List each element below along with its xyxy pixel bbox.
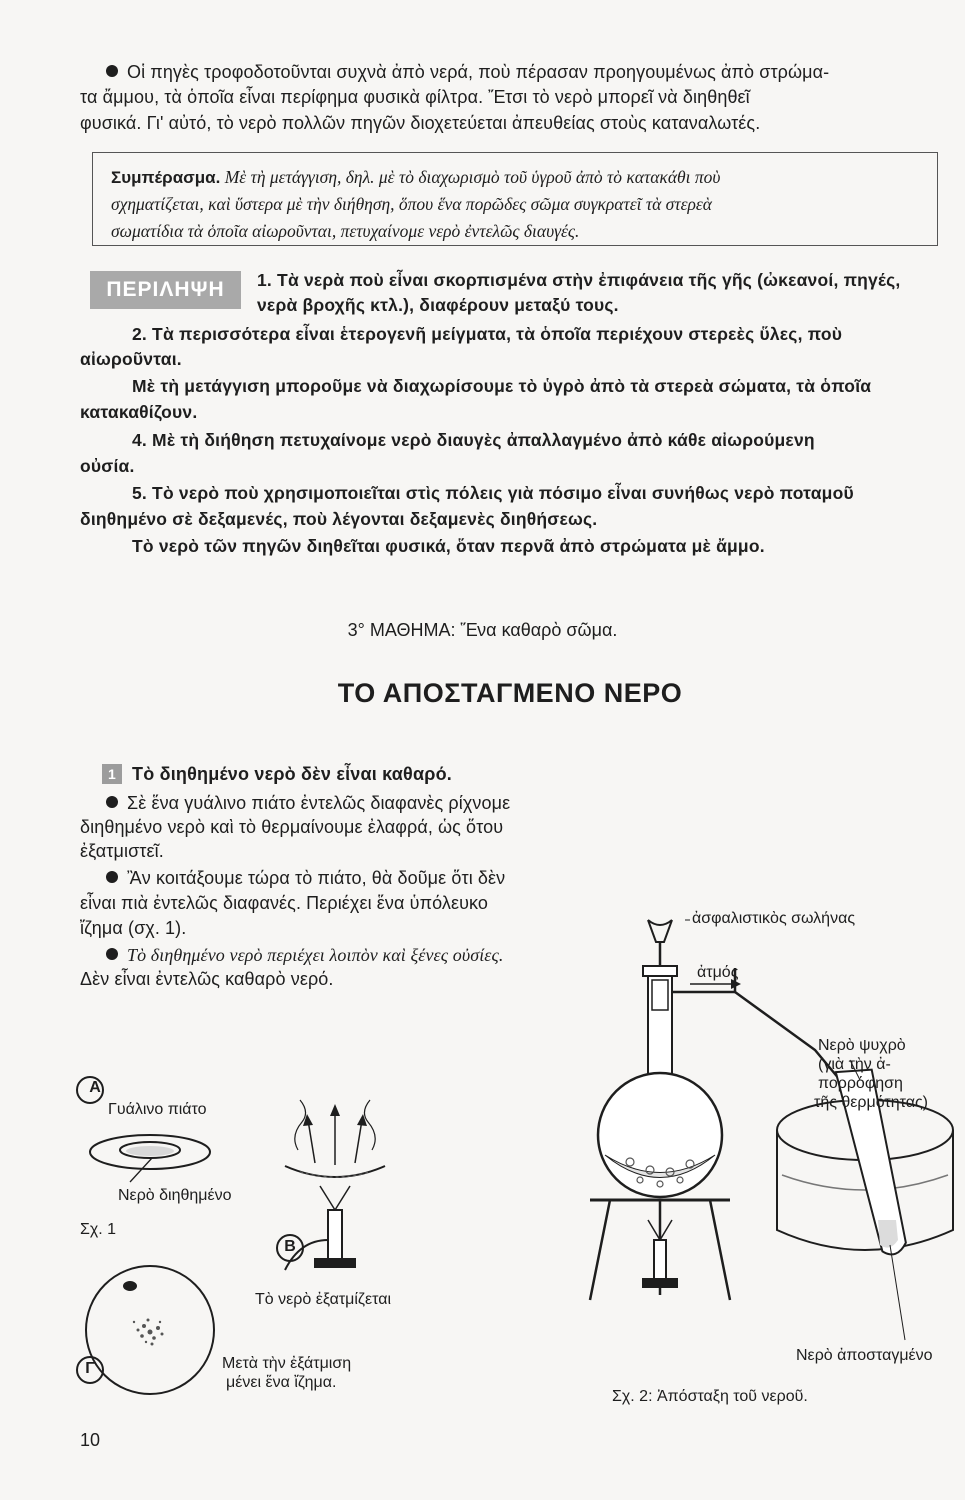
summary-tag: ΠΕΡΙΛΗΨΗ xyxy=(90,271,241,309)
summary-4a: 4. Μὲ τὴ διήθηση πετυχαίνομε νερὸ διαυγὲς ἀπαλλαγμένο ἀπὸ κάθε αἰωρούμενη xyxy=(132,430,815,450)
summary-3a: Μὲ τὴ μετάγγιση μποροῦμε νὰ διαχωρίσουμε τὸ ὑγρὸ ἀπὸ τὰ στερεὰ σώματα, τὰ ὁποῖα xyxy=(132,376,872,396)
conclusion-label: Συμπέρασμα. xyxy=(111,168,221,187)
conclusion-line-1: Μὲ τὴ μετάγγιση, δηλ. μὲ τὸ διαχωρισμὸ τοῦ ὑγροῦ ἀπὸ τὸ κατακάθι ποὺ xyxy=(224,167,721,187)
cold-water-label-4: τῆς θερμότητας) xyxy=(814,1094,928,1111)
label-c: Γ xyxy=(85,1360,95,1377)
summary-4b: οὐσία. xyxy=(80,456,135,476)
residue-label-1: Μετὰ τὴν ἐξάτμιση xyxy=(222,1355,352,1372)
section-p1a-text: Σὲ ἕνα γυάλινο πιάτο ἐντελῶς διαφανὲς ρίχνομε xyxy=(127,793,511,813)
flame xyxy=(320,1186,350,1210)
section-p1c: ἐξατμιστεῖ. xyxy=(80,841,164,861)
cold-water-label-3: πορρόφηση xyxy=(818,1075,903,1092)
intro-line-3: φυσικά. Γι' αὐτό, τὸ νερὸ πολλῶν πηγῶν διοχετεύεται ἀπευθείας στοὺς καταναλωτές. xyxy=(80,113,761,133)
summary-1a: 1. Τὰ νερὰ ποὺ εἶναι σκορπισμένα στὴν ἐπιφάνεια τῆς γῆς (ὠκεανοί, πηγές, xyxy=(257,270,901,290)
water-label: Νερὸ διηθημένο xyxy=(118,1187,232,1204)
bullet-icon xyxy=(106,796,118,808)
label-a: Α xyxy=(89,1079,101,1096)
arrow-head-icon xyxy=(303,1114,313,1126)
conclusion-text xyxy=(111,164,923,245)
vapour-arrow-2 xyxy=(308,1120,315,1163)
flask-body xyxy=(598,1073,722,1197)
figure-1-caption: Σχ. 1 xyxy=(80,1221,117,1238)
section-p2a xyxy=(106,866,505,890)
residue-speckles xyxy=(133,1319,164,1346)
summary-6: Τὸ νερὸ τῶν πηγῶν διηθεῖται φυσικά, ὅταν περνᾶ ἀπὸ στρώματα μὲ ἄμμο. xyxy=(132,536,765,556)
summary-2b: αἰωροῦνται. xyxy=(80,349,182,369)
lesson-heading: 3° ΜΑΘΗΜΑ: Ἕνα καθαρὸ σῶμα. xyxy=(347,620,618,640)
vapour-arrow-3 xyxy=(355,1120,362,1163)
section-p2c: ἴζημα (σχ. 1). xyxy=(80,918,187,938)
page-number: 10 xyxy=(80,1430,101,1450)
stopper xyxy=(643,966,677,976)
bullet-icon xyxy=(106,65,118,77)
residue-label-2: μένει ἕνα ἴζημα. xyxy=(226,1374,337,1391)
section-heading xyxy=(102,762,452,786)
page-title: ΤΟ ΑΠΟΣΤΑΓΜΕΝΟ ΝΕΡΟ xyxy=(337,678,683,708)
intro-line-1 xyxy=(106,60,829,84)
bullet-icon xyxy=(106,948,118,960)
arrow-head-icon xyxy=(330,1104,340,1116)
section-p2a-text: Ἂν κοιτάξουμε τώρα τὸ πιάτο, θὰ δοῦμε ὅτι δὲν xyxy=(127,868,506,888)
summary-5b: διηθημένο σὲ δεξαμενές, ποὺ λέγονται δεξαμενὲς διηθήσεως. xyxy=(80,509,598,529)
funnel-top xyxy=(648,920,672,925)
steam-label: ἀτμός xyxy=(697,964,739,981)
figure-2-drawing xyxy=(560,900,960,1360)
conclusion-line-3: σωματίδια τὰ ὁποῖα αἰωροῦνται, πετυχαίνομε νερὸ ἐντελῶς διαυγές. xyxy=(111,221,580,241)
plate-on-burner xyxy=(285,1166,385,1177)
section-number: 1 xyxy=(102,764,122,784)
evaporates-label: Τὸ νερὸ ἐξατμίζεται xyxy=(255,1291,391,1308)
section-heading-text: Τὸ διηθημένο νερὸ δὲν εἶναι καθαρό. xyxy=(132,764,452,784)
arrow-head-icon xyxy=(357,1114,367,1126)
conclusion-line-2: σχηματίζεται, καὶ ὕστερα μὲ τὴν διήθηση, ὅπου ἕνα πορῶδες σῶμα συγκρατεῖ τὰ στερεὰ xyxy=(111,194,712,214)
figure-2-caption: Σχ. 2: Ἀπόσταξη τοῦ νεροῦ. xyxy=(612,1388,808,1405)
section-p1a xyxy=(106,791,510,815)
tripod-leg-1 xyxy=(590,1200,610,1300)
cold-water-label-1: Νερὸ ψυχρὸ xyxy=(818,1037,906,1054)
label-b: Β xyxy=(284,1238,296,1255)
summary-3b: κατακαθίζουν. xyxy=(80,402,198,422)
burner-tube xyxy=(654,1240,666,1280)
distilled-water xyxy=(878,1220,898,1248)
section-p1b: διηθημένο νερὸ καὶ τὸ θερμαίνουμε ἐλαφρά, ὡς ὅτου xyxy=(80,817,504,837)
section-p3b: Δὲν εἶναι ἐντελῶς καθαρὸ νερό. xyxy=(80,969,334,989)
summary-1b: νερὰ βροχῆς κτλ.), διαφέρουν μεταξύ τους. xyxy=(257,295,619,315)
distilled-label: Νερὸ ἀποσταγμένο xyxy=(796,1347,933,1364)
funnel-label: ἀσφαλιστικὸς σωλήνας xyxy=(692,910,856,927)
distilled-pointer xyxy=(890,1245,905,1340)
plate-label: Γυάλινο πιάτο xyxy=(108,1101,207,1118)
intro-line-2: τα ἄμμου, τὰ ὁποῖα εἶναι περίφημα φυσικὰ φίλτρα. Ἔτσι τὸ νερὸ μπορεῖ νὰ διηθηθεῖ xyxy=(80,87,750,107)
summary-5a: 5. Τὸ νερὸ ποὺ χρησιμοποιεῖται στὶς πόλεις γιὰ πόσιμο εἶναι συνήθως νερὸ ποταμοῦ xyxy=(132,483,854,503)
section-p2b: εἶναι πιὰ ἐντελῶς διαφανές. Περιέχει ἕνα ὑπόλευκο xyxy=(80,893,489,913)
burner-base xyxy=(314,1258,356,1268)
cold-water-label-2: (γιὰ τὴν ἀ- xyxy=(818,1056,891,1073)
intro-text-1: Οἱ πηγὲς τροφοδοτοῦνται συχνὰ ἀπὸ νερά, ποὺ πέρασαν προηγουμένως ἀπὸ στρώμα- xyxy=(127,62,830,82)
water-pointer xyxy=(130,1158,152,1182)
bullet-icon xyxy=(106,871,118,883)
section-p3a-text: Τὸ διηθημένο νερὸ περιέχει λοιπὸν καὶ ξένες οὐσίες. xyxy=(127,945,504,965)
section-p3a xyxy=(106,943,504,967)
summary-2a: 2. Τὰ περισσότερα εἶναι ἑτερογενῆ μείγματα, τὰ ὁποῖα περιέχουν στερεὲς ὕλες, ποὺ xyxy=(132,324,843,344)
plate-water xyxy=(126,1146,174,1156)
tripod-leg-2 xyxy=(710,1200,730,1300)
bulb-trap xyxy=(652,980,668,1010)
burner-tube xyxy=(328,1210,342,1260)
burner-base xyxy=(642,1278,678,1288)
residue-spot xyxy=(123,1281,137,1291)
